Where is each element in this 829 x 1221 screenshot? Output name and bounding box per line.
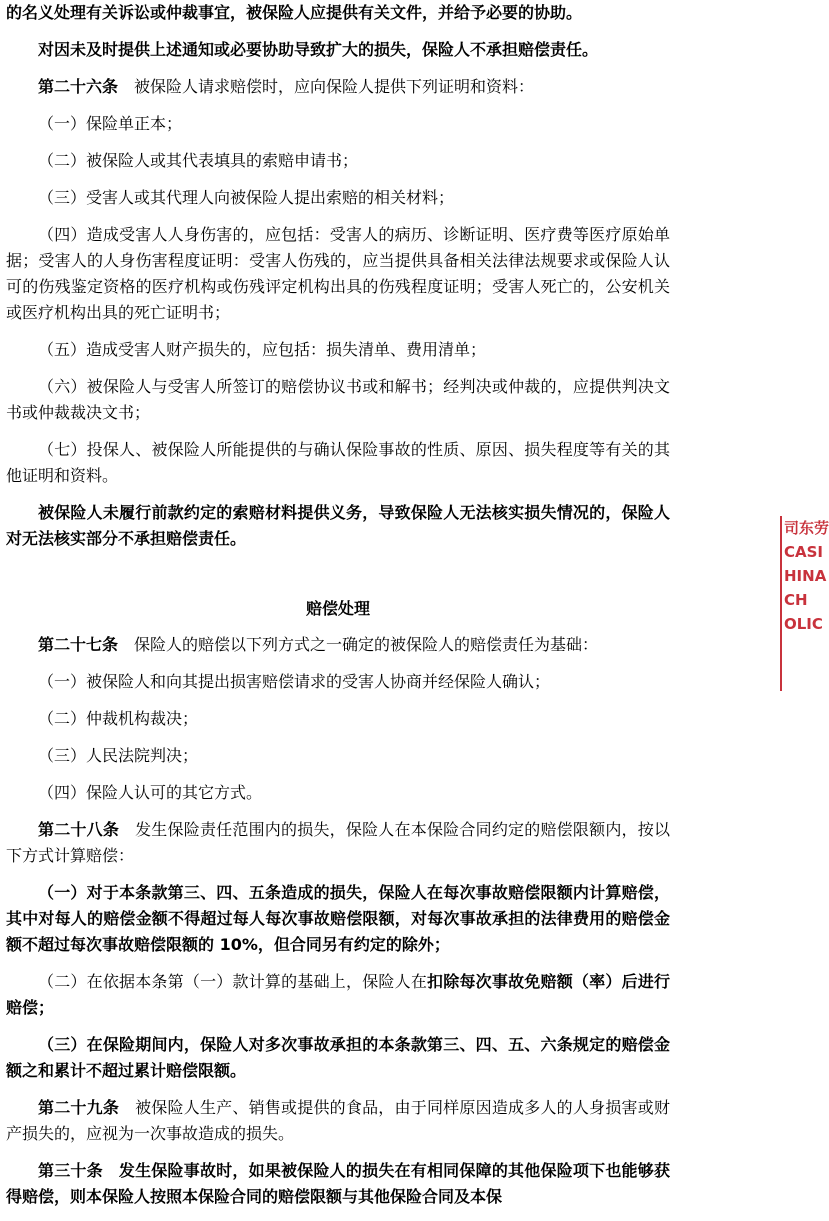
article-26-item-2: （二）被保险人或其代表填具的索赔申请书； <box>38 151 359 170</box>
article-26-item-1: （一）保险单正本； <box>38 114 183 133</box>
stamp-line: CASI <box>784 543 824 561</box>
article-29 <box>6 1095 670 1147</box>
article-30-text: 发生保险事故时，如果被保险人的损失在有相同保障的其他保险项下也能够获得赔偿，则本保险人按照本保险合同的赔偿限额与其他保险合同及本保 <box>6 1161 670 1206</box>
article-26-item-4: （四）造成受害人人身伤害的，应包括：受害人的病历、诊断证明、医疗费等医疗原始单据；受害人的人身伤害程度证明：受害人伤残的，应当提供具备相关法律法规要求或保险人认可的伤残鉴定资格的医疗机构或伤残评定机构出具的伤残程度证明；受害人死亡的，公安机关或医疗机构出具的死亡证明书； <box>6 225 670 322</box>
article-28-item-3: （三）在保险期间内，保险人对多次事故承担的本条款第三、四、五、六条规定的赔偿金额之和累计不超过累计赔偿限额。 <box>6 1035 670 1080</box>
article-28-item-2-text: （二）在依据本条第（一）款计算的基础上，保险人在 <box>38 972 428 991</box>
article-28-item-1: （一）对于本条款第三、四、五条造成的损失，保险人在每次事故赔偿限额内计算赔偿，其中对每人的赔偿金额不得超过每人每次事故赔偿限额，对每次事故承担的法律费用的赔偿金额不超过每次事故赔偿限额的 10%，但合同另有约定的除外； <box>6 883 670 954</box>
article-26-item-3: （三）受害人或其代理人向被保险人提出索赔的相关材料； <box>38 188 455 207</box>
article-28 <box>6 817 670 869</box>
article-26-item-7: （七）投保人、被保险人所能提供的与确认保险事故的性质、原因、损失程度等有关的其他证明和资料。 <box>6 440 670 485</box>
article-26-closing: 被保险人未履行前款约定的索赔材料提供义务，导致保险人无法核实损失情况的，保险人对无法核实部分不承担赔偿责任。 <box>6 503 670 548</box>
article-30-label: 第三十条 <box>38 1161 103 1180</box>
article-27-text: 保险人的赔偿以下列方式之一确定的被保险人的赔偿责任为基础： <box>134 635 599 654</box>
article-28-text: 发生保险责任范围内的损失，保险人在本保险合同约定的赔偿限额内，按以下方式计算赔偿： <box>6 820 670 865</box>
article-27-item-1: （一）被保险人和向其提出损害赔偿请求的受害人协商并经保险人确认； <box>38 672 551 691</box>
article-29-label: 第二十九条 <box>38 1098 120 1117</box>
article-27-item-2: （二）仲裁机构裁决； <box>38 709 199 728</box>
article-27-item-4: （四）保险人认可的其它方式。 <box>38 783 263 802</box>
article-26-text: 被保险人请求赔偿时，应向保险人提供下列证明和资料： <box>134 77 535 96</box>
stamp-line: CH <box>784 591 808 609</box>
article-26-item-6: （六）被保险人与受害人所签订的赔偿协议书或和解书；经判决或仲裁的，应提供判决文书或仲裁裁决文书； <box>6 377 670 422</box>
document-page <box>6 0 670 1221</box>
article-26-label: 第二十六条 <box>38 77 119 96</box>
company-seal-stamp <box>780 516 829 691</box>
article-27-label: 第二十七条 <box>38 635 119 654</box>
article-29-text: 被保险人生产、销售或提供的食品，由于同样原因造成多人的人身损害或财产损失的，应视为一次事故造成的损失。 <box>6 1098 670 1143</box>
section-heading: 赔偿处理 <box>305 599 370 618</box>
article-27-item-3: （三）人民法院判决； <box>38 746 199 765</box>
article-26-item-5: （五）造成受害人财产损失的，应包括：损失清单、费用清单； <box>38 340 487 359</box>
article-28-label: 第二十八条 <box>38 820 120 839</box>
article-30 <box>6 1158 670 1210</box>
stamp-line: 司东劳 <box>784 519 829 537</box>
stamp-line: HINA <box>784 567 827 585</box>
article-28-item-2 <box>6 969 670 1021</box>
paragraph-continuation: 的名义处理有关诉讼或仲裁事宜，被保险人应提供有关文件，并给予必要的协助。 <box>6 3 583 22</box>
article-28-item-2-bold: 扣除每次事故免赔额（率）后进行赔偿； <box>6 972 670 1017</box>
stamp-line: OLIC <box>784 615 823 633</box>
article-27 <box>6 632 670 658</box>
paragraph-no-liability: 对因未及时提供上述通知或必要协助导致扩大的损失，保险人不承担赔偿责任。 <box>38 40 599 59</box>
article-26 <box>6 74 670 100</box>
